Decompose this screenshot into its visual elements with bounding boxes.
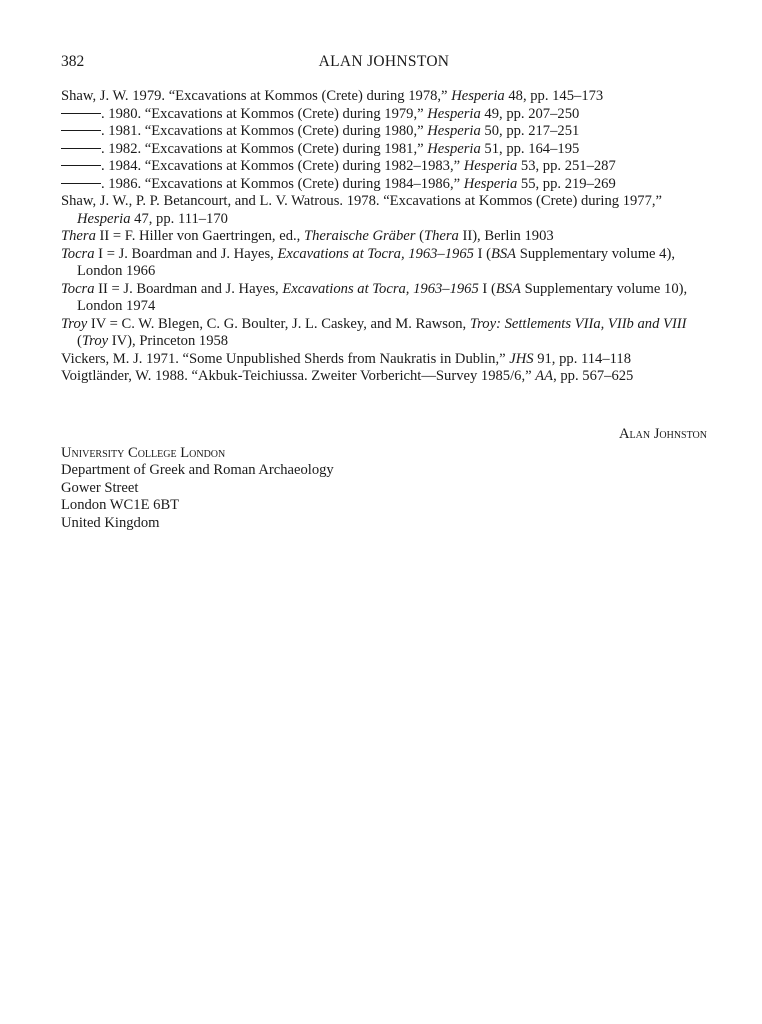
reference-text: . 1984. “Excavations at Kommos (Crete) during 1982–1983,” [101, 158, 464, 174]
reference-entry [61, 193, 707, 228]
document-page [61, 52, 707, 532]
reference-italic-text: Excavations at Tocra, 1963–1965 [277, 245, 474, 262]
address-line: London WC1E 6BT [61, 497, 180, 513]
reference-italic-text: Excavations at Tocra, 1963–1965 [282, 280, 479, 297]
reference-text: ( [415, 228, 424, 244]
address-line: United Kingdom [61, 514, 160, 531]
reference-entry [61, 158, 707, 176]
reference-entry [61, 88, 707, 106]
reference-entry [61, 106, 707, 124]
repeat-author-dash [61, 130, 101, 131]
reference-italic-text: Hesperia [427, 140, 481, 157]
running-title: ALAN JOHNSTON [318, 53, 450, 70]
reference-text: 50, pp. 217–251 [480, 123, 580, 139]
reference-text: Supplementary volume 10), London 1974 [77, 280, 688, 314]
reference-text: Shaw, J. W. 1979. “Excavations at Kommos (Crete) during 1978,” [61, 88, 452, 104]
reference-entry [61, 351, 707, 369]
reference-italic-text: Hesperia [427, 105, 481, 122]
reference-text: IV), Princeton 1958 [108, 333, 229, 349]
repeat-author-dash [61, 148, 101, 149]
reference-entry [61, 368, 707, 386]
reference-text: II = J. Boardman and J. Hayes, [94, 280, 283, 297]
reference-entry [61, 316, 707, 351]
reference-italic-text: Hesperia [451, 88, 505, 104]
reference-text: Shaw, J. W., P. P. Betancourt, and L. V. Watrous. 1978. “Excavations at Kommos (Crete) during 1977,” [61, 193, 663, 209]
author-address [61, 445, 707, 533]
reference-entry [61, 281, 707, 316]
reference-text: II = F. Hiller von Gaertringen, ed., [95, 228, 304, 244]
reference-italic-text: Troy [61, 315, 88, 332]
reference-text: 55, pp. 219–269 [517, 175, 616, 192]
reference-italic-text: AA [535, 368, 554, 384]
reference-text: . 1981. “Excavations at Kommos (Crete) during 1980,” [101, 123, 428, 139]
reference-italic-text: BSA [495, 280, 521, 297]
reference-italic-text: Troy: Settlements VIIa, VIIb and VIII [469, 315, 687, 332]
reference-text: Supplementary volume 4), London 1966 [77, 245, 675, 279]
reference-italic-text: Hesperia [77, 210, 131, 227]
reference-italic-text: Tocra [61, 280, 95, 297]
reference-text: 91, pp. 114–118 [533, 350, 631, 367]
repeat-author-dash [61, 183, 101, 184]
address-institution: University College London [61, 444, 226, 461]
reference-entry [61, 141, 707, 159]
reference-text: 47, pp. 111–170 [130, 210, 228, 227]
reference-text: Vickers, M. J. 1971. “Some Unpublished Sherds from Naukratis in Dublin,” [61, 350, 510, 367]
address-line: Department of Greek and Roman Archaeology [61, 462, 334, 478]
reference-italic-text: BSA [490, 245, 517, 262]
reference-italic-text: Hesperia [463, 175, 518, 192]
reference-entry [61, 228, 707, 246]
address-line: Gower Street [61, 479, 139, 496]
reference-text: 48, pp. 145–173 [504, 88, 604, 104]
reference-text: 49, pp. 207–250 [480, 105, 580, 122]
reference-text: . 1986. “Excavations at Kommos (Crete) during 1984–1986,” [101, 175, 464, 192]
reference-italic-text: JHS [509, 350, 534, 367]
author-signature: Alan Johnston [618, 425, 707, 442]
page-number: 382 [61, 53, 85, 70]
reference-text: . 1982. “Excavations at Kommos (Crete) during 1981,” [101, 140, 428, 157]
reference-italic-text: Tocra [61, 245, 95, 262]
reference-italic-text: Hesperia [427, 123, 481, 139]
repeat-author-dash [61, 113, 101, 114]
reference-italic-text: Thera [61, 228, 96, 244]
reference-text: I ( [473, 245, 491, 262]
reference-italic-text: Thera [423, 228, 459, 244]
reference-text: I ( [478, 280, 496, 297]
reference-italic-text: Theraische Gräber [303, 228, 416, 244]
reference-text: IV = C. W. Blegen, C. G. Boulter, J. L. Caskey, and M. Rawson, [87, 315, 470, 332]
bibliography-list [61, 88, 707, 386]
repeat-author-dash [61, 165, 101, 166]
reference-entry [61, 123, 707, 141]
reference-italic-text: Troy [81, 333, 109, 349]
reference-text: 51, pp. 164–195 [480, 140, 580, 157]
reference-text: ( [77, 333, 82, 349]
reference-text: II), Berlin 1903 [458, 228, 554, 244]
reference-text: . 1980. “Excavations at Kommos (Crete) during 1979,” [101, 105, 428, 122]
reference-text: I = J. Boardman and J. Hayes, [94, 245, 278, 262]
reference-text: 53, pp. 251–287 [517, 158, 616, 174]
reference-text: , pp. 567–625 [553, 368, 634, 384]
reference-italic-text: Hesperia [463, 158, 518, 174]
reference-entry [61, 246, 707, 281]
reference-text: Voigtländer, W. 1988. “Akbuk-Teichiussa. Zweiter Vorbericht—Survey 1985/6,” [61, 368, 536, 384]
reference-entry [61, 176, 707, 194]
running-header [61, 52, 707, 74]
